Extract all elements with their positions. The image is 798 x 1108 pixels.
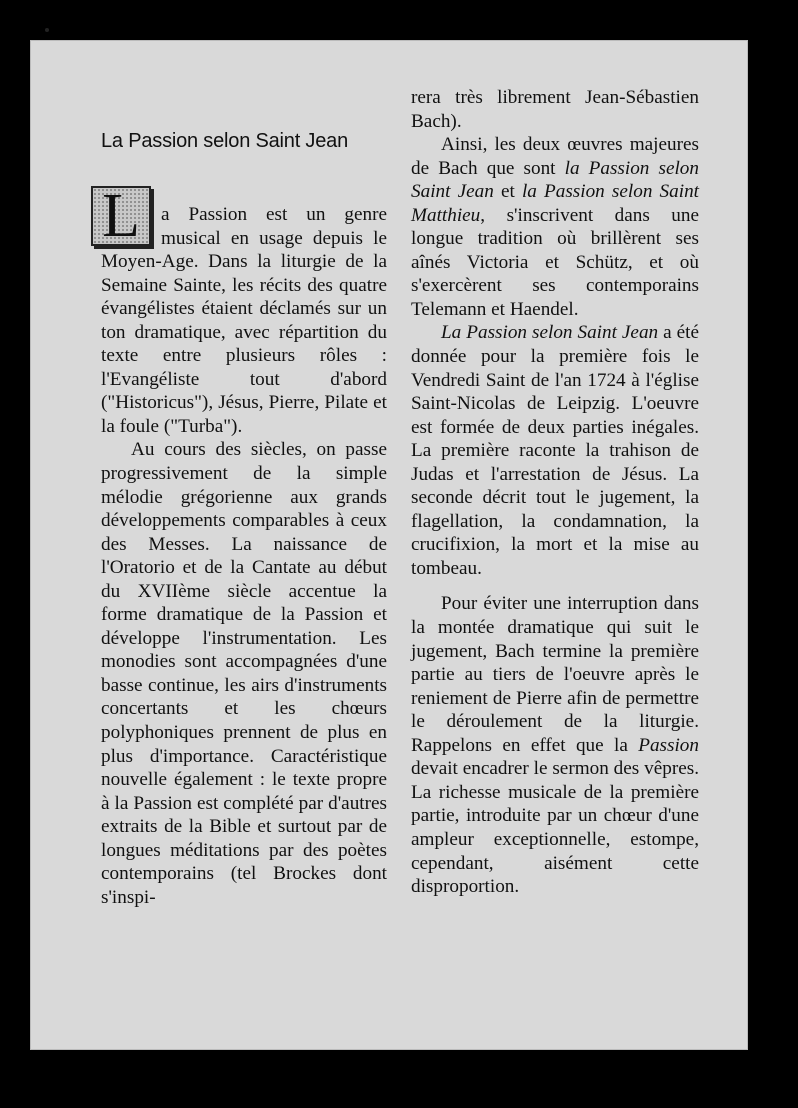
text-run: a été donnée pour la première fois le Vendredi Saint de l'an 1724 à l'église Saint-Nicolas de Leipzig. L'oeuvre est formée de deux parties inégales. La première raconte la trahison de Judas et l'arrestation de Jésus. La seconde décrit tout le jugement, la flagellation, la condamnation, la crucifixion, la mort et la mise au tombeau. <box>411 322 699 579</box>
work-title: La Passion selon Saint Jean <box>441 322 659 344</box>
document-page <box>30 40 748 1050</box>
right-paragraph-0: rera très librement Jean-Sébastien Bach). <box>411 87 699 132</box>
work-title: la Passion selon Saint Jean <box>411 157 699 203</box>
work-title: Passion <box>638 734 699 756</box>
dust-speck <box>45 28 49 32</box>
text-run: et <box>493 181 522 203</box>
right-paragraph-3 <box>411 592 699 898</box>
text-run: Pour éviter une interruption dans la montée dramatique qui suit le jugement, Bach termine la première partie au tiers de l'oeuvre après le reniement de Pierre afin de permettre le déroulement de la liturgie. Rappelons en effet que la <box>411 593 699 756</box>
drop-cap-letter: L <box>102 182 140 250</box>
drop-cap <box>91 182 151 250</box>
article-title: La Passion selon Saint Jean <box>101 130 348 152</box>
work-title: la Passion selon Saint Matthieu <box>411 181 699 226</box>
right-paragraph-2 <box>411 321 699 580</box>
left-paragraph-1: a Passion est un genre musical en usage depuis le Moyen-Age. Dans la liturgie de la Semaine Sainte, les récits des quatre évangélistes étaient déclamés sur un ton dramatique, avec répartition du texte entre plusieurs rôles : l'Evangéliste tout d'abord ("Historicus"), Jésus, Pierre, Pilate et la foule ("Turba"). <box>101 204 387 437</box>
left-column <box>101 183 387 909</box>
text-run: devait encadrer le sermon des vêpres. La richesse musicale de la première partie, introduite par un chœur d'une ampleur exceptionnelle, estompe, cependant, aisément cette disproportion. <box>411 758 699 898</box>
text-run: Ainsi, les deux œuvres majeures de Bach que sont <box>411 134 699 179</box>
right-column <box>411 86 699 899</box>
left-paragraph-2: Au cours des siècles, on passe progressivement de la simple mélodie grégorienne aux grands développements comparables à ceux des Messes. La naissance de l'Oratorio et de la Cantate au début du XVIIème siècle accentue la forme dramatique de la Passion et développe l'instrumentation. Les monodies sont accompagnées d'une basse continue, les airs d'instruments concertants et les chœurs polyphoniques prennent de plus en plus d'importance. Caractéristique nouvelle également : le texte propre à la Passion est complété par d'autres extraits de la Bible et surtout par de longues méditations par des poètes contemporains (tel Brockes dont s'inspi- <box>101 439 387 908</box>
right-paragraph-1 <box>411 133 699 321</box>
text-run: , s'inscrivent dans une longue tradition où brillèrent ses aînés Victoria et Schütz, et où s'exercèrent ses contemporains Telemann et Haendel. <box>411 204 699 320</box>
